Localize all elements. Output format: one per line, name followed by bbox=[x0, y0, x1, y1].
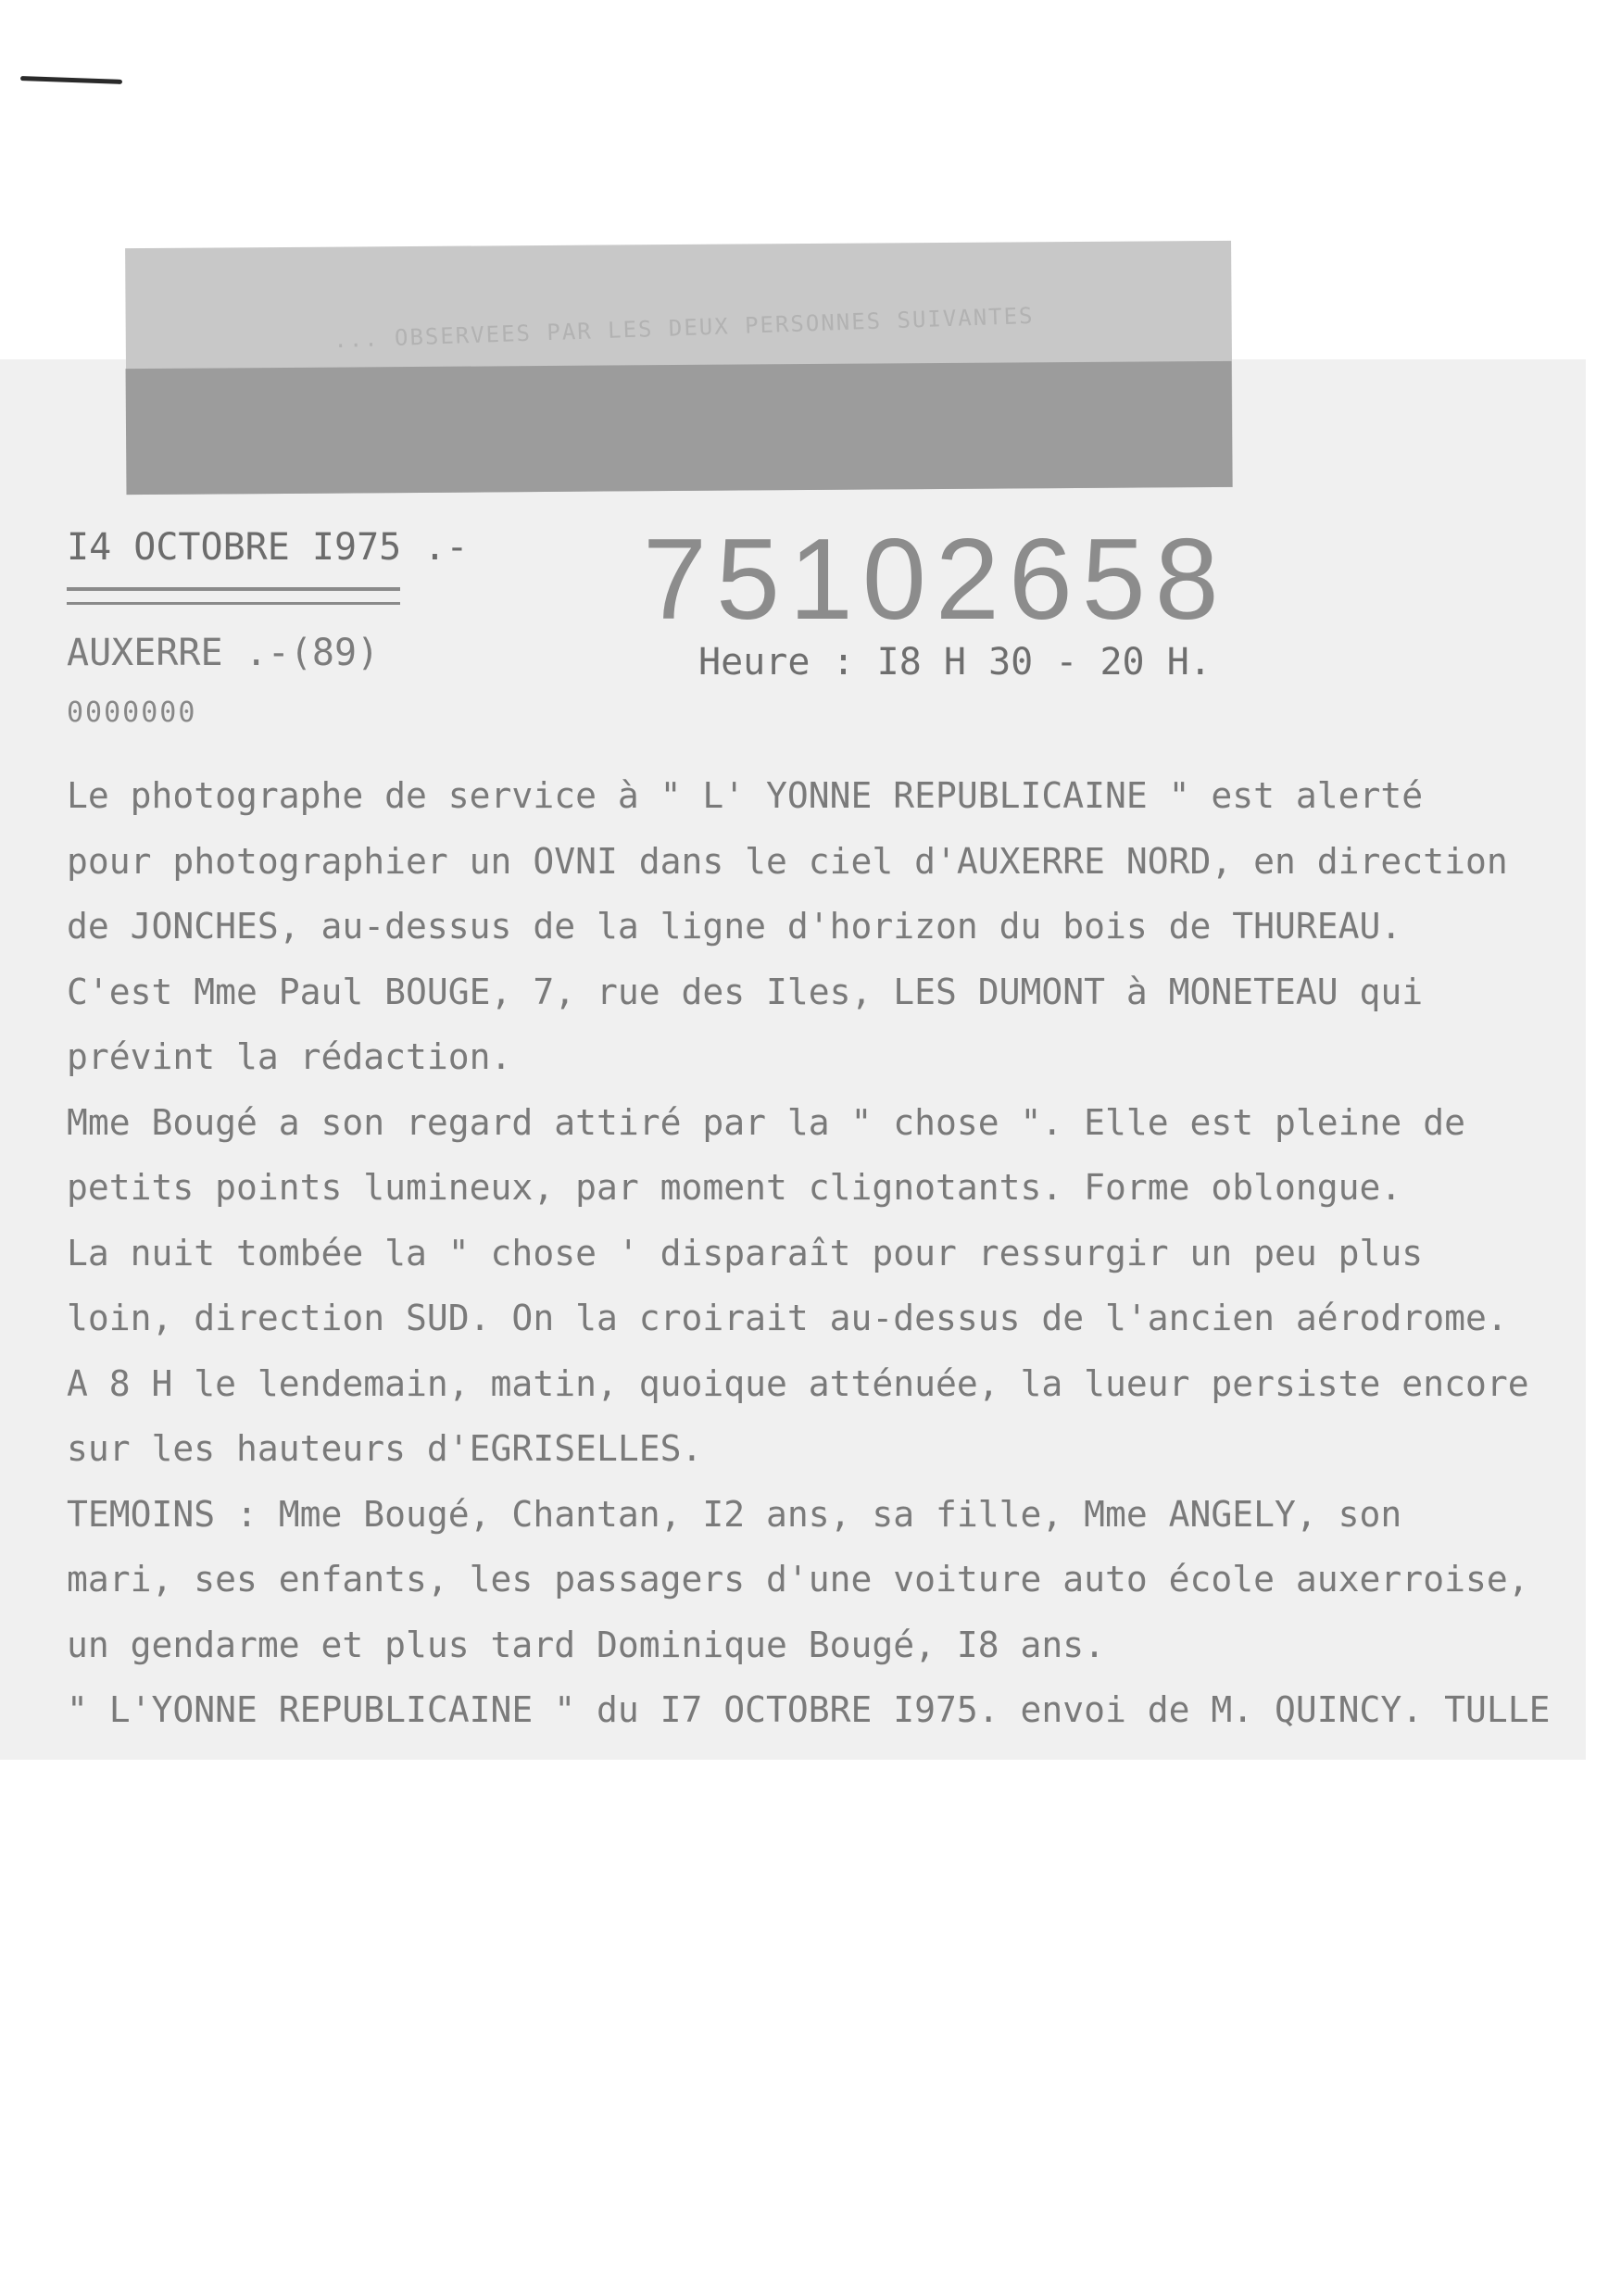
separator-line: 0000000 bbox=[67, 696, 197, 729]
body-line: un gendarme et plus tard Dominique Bougé, I8 ans. bbox=[67, 1624, 1106, 1665]
tape-strip-shadow bbox=[126, 361, 1233, 495]
report-place: AUXERRE .-(89) bbox=[67, 632, 380, 674]
body-line: mari, ses enfants, les passagers d'une voiture auto école auxerroise, bbox=[67, 1559, 1529, 1600]
source-line: " L'YONNE REPUBLICAINE " du I7 OCTOBRE I975. envoi de M. QUINCY. TULLE bbox=[67, 1689, 1551, 1730]
body-line: La nuit tombée la " chose ' disparaît pour ressurgir un peu plus bbox=[67, 1232, 1424, 1273]
body-line: pour photographier un OVNI dans le ciel d'AUXERRE NORD, en direction bbox=[67, 840, 1508, 882]
body-line: Mme Bougé a son regard attiré par la " chose ". Elle est pleine de bbox=[67, 1101, 1465, 1143]
scan-mark bbox=[20, 76, 122, 84]
body-line: prévint la rédaction. bbox=[67, 1036, 512, 1077]
tape-bleed-text: ... OBSERVEES PAR LES DEUX PERSONNES SUIVANTES bbox=[333, 302, 1035, 354]
report-body bbox=[67, 763, 1577, 1743]
reference-number-stamp: 75102658 bbox=[643, 516, 1228, 644]
body-line: petits points lumineux, par moment clignotants. Forme oblongue. bbox=[67, 1167, 1402, 1208]
body-line: C'est Mme Paul BOUGE, 7, rue des Iles, LES DUMONT à MONETEAU qui bbox=[67, 971, 1424, 1012]
report-date: I4 OCTOBRE I975 .- bbox=[67, 526, 469, 569]
body-line: de JONCHES, au-dessus de la ligne d'horizon du bois de THUREAU. bbox=[67, 906, 1402, 947]
body-line: TEMOINS : Mme Bougé, Chantan, I2 ans, sa fille, Mme ANGELY, son bbox=[67, 1493, 1402, 1535]
date-underline bbox=[67, 587, 400, 605]
body-line: Le photographe de service à " L' YONNE REPUBLICAINE " est alerté bbox=[67, 775, 1424, 816]
body-line: sur les hauteurs d'EGRISELLES. bbox=[67, 1428, 703, 1469]
body-line: loin, direction SUD. On la croirait au-dessus de l'ancien aérodrome. bbox=[67, 1298, 1508, 1338]
body-line: A 8 H le lendemain, matin, quoique atténuée, la lueur persiste encore bbox=[67, 1362, 1529, 1404]
report-hour: Heure : I8 H 30 - 20 H. bbox=[698, 641, 1212, 684]
